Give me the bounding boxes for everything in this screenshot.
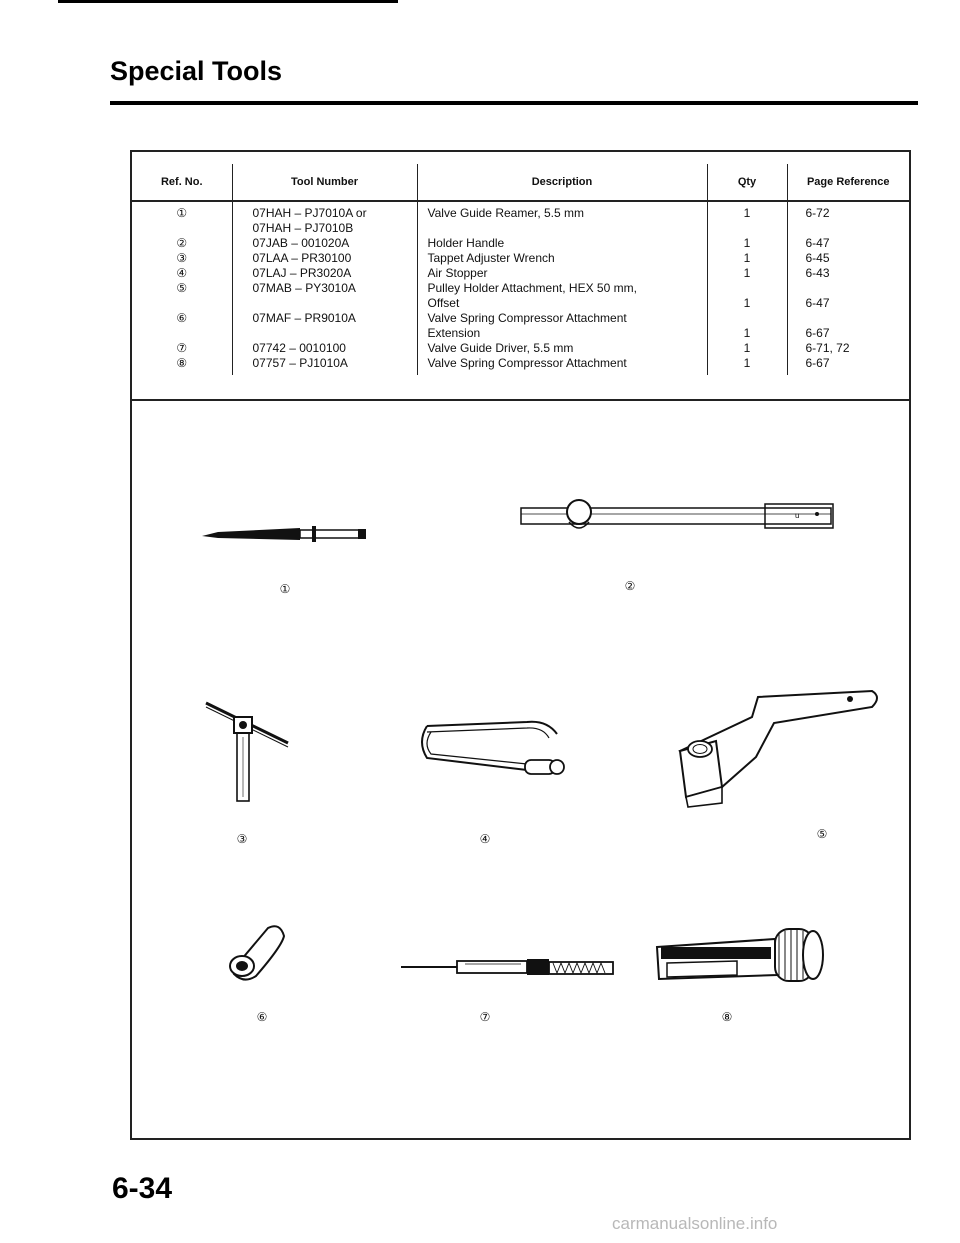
cell-description: Holder Handle xyxy=(417,236,707,251)
cell-qty xyxy=(707,221,787,236)
cell-ref: ⑧ xyxy=(176,356,188,370)
cell-tool-number: 07LAA – PR30100 xyxy=(232,251,417,266)
table-row xyxy=(132,311,909,326)
table-row xyxy=(132,236,909,251)
cell-page-reference: 6-43 xyxy=(787,266,909,281)
cell-description: Valve Spring Compressor Attachment xyxy=(417,311,707,326)
table-row xyxy=(132,251,909,266)
cell-tool-number xyxy=(232,326,417,341)
header-description: Description xyxy=(417,164,707,201)
illustration-label: ② xyxy=(624,579,636,593)
tools-frame xyxy=(130,150,911,1140)
cell-qty: 1 xyxy=(707,341,787,356)
cell-ref: ③ xyxy=(176,251,188,265)
compressor-attachment-icon xyxy=(647,917,832,992)
cell-description: Offset xyxy=(417,296,707,311)
cell-tool-number: 07742 – 0010100 xyxy=(232,341,417,356)
title-rule xyxy=(110,101,918,105)
svg-text:u: u xyxy=(795,511,800,520)
cell-qty: 1 xyxy=(707,201,787,221)
table-row xyxy=(132,296,909,311)
cell-qty: 1 xyxy=(707,236,787,251)
cell-description: Valve Spring Compressor Attachment xyxy=(417,356,707,375)
header-page-reference: Page Reference xyxy=(787,164,909,201)
cell-qty: 1 xyxy=(707,296,787,311)
cell-ref: ⑥ xyxy=(176,311,188,325)
compressor-extension-icon xyxy=(222,922,292,982)
cell-tool-number xyxy=(232,296,417,311)
table-row xyxy=(132,201,909,221)
cell-page-reference: 6-47 xyxy=(787,296,909,311)
cell-tool-number: 07MAF – PR9010A xyxy=(232,311,417,326)
cell-page-reference: 6-45 xyxy=(787,251,909,266)
illustration-label: ⑧ xyxy=(721,1010,733,1024)
cell-ref xyxy=(132,326,232,341)
illustration-label: ① xyxy=(279,582,291,596)
cell-tool-number: 07MAB – PY3010A xyxy=(232,281,417,296)
cell-page-reference xyxy=(787,311,909,326)
cell-description: Tappet Adjuster Wrench xyxy=(417,251,707,266)
cell-ref xyxy=(132,296,232,311)
cell-page-reference: 6-47 xyxy=(787,236,909,251)
illustration-label: ④ xyxy=(479,832,491,846)
watermark-text: carmanualsonline.info xyxy=(612,1214,778,1233)
table-row xyxy=(132,266,909,281)
cell-ref xyxy=(132,221,232,236)
cell-qty: 1 xyxy=(707,326,787,341)
reamer-icon xyxy=(200,520,370,550)
pulley-holder-icon xyxy=(662,687,882,812)
table-header-row xyxy=(132,164,909,201)
cell-description: Valve Guide Driver, 5.5 mm xyxy=(417,341,707,356)
page-title: Special Tools xyxy=(110,56,283,86)
tappet-wrench-icon xyxy=(202,697,292,807)
table-row xyxy=(132,221,909,236)
cell-qty: 1 xyxy=(707,356,787,375)
cell-page-reference xyxy=(787,281,909,296)
cell-qty xyxy=(707,281,787,296)
cell-description: Valve Guide Reamer, 5.5 mm xyxy=(417,201,707,221)
cell-tool-number: 07HAH – PJ7010A or xyxy=(232,201,417,221)
table-row xyxy=(132,281,909,296)
cell-page-reference: 6-67 xyxy=(787,356,909,375)
table-row xyxy=(132,356,909,375)
page-number: 6-34 xyxy=(112,1172,173,1205)
cell-tool-number: 07JAB – 001020A xyxy=(232,236,417,251)
cell-qty: 1 xyxy=(707,251,787,266)
cell-ref: ② xyxy=(176,236,188,250)
guide-driver-icon xyxy=(397,952,627,982)
table-bottom-rule xyxy=(132,399,909,401)
cell-page-reference: 6-72 xyxy=(787,201,909,221)
cell-ref: ⑤ xyxy=(176,281,188,295)
cell-page-reference xyxy=(787,221,909,236)
illustration-label: ⑦ xyxy=(479,1010,491,1024)
holder-handle-icon xyxy=(519,494,839,540)
header-ref-no: Ref. No. xyxy=(132,164,232,201)
cell-description: Air Stopper xyxy=(417,266,707,281)
top-rule xyxy=(58,0,398,3)
cell-description xyxy=(417,221,707,236)
cell-tool-number: 07LAJ – PR3020A xyxy=(232,266,417,281)
cell-qty: 1 xyxy=(707,266,787,281)
cell-description: Pulley Holder Attachment, HEX 50 mm, xyxy=(417,281,707,296)
cell-tool-number: 07HAH – PJ7010B xyxy=(232,221,417,236)
table-row xyxy=(132,341,909,356)
cell-page-reference: 6-67 xyxy=(787,326,909,341)
cell-description: Extension xyxy=(417,326,707,341)
special-tools-table xyxy=(132,164,909,375)
cell-ref: ⑦ xyxy=(176,341,188,355)
illustration-label: ③ xyxy=(236,832,248,846)
table-row xyxy=(132,326,909,341)
cell-ref: ④ xyxy=(176,266,188,280)
cell-tool-number: 07757 – PJ1010A xyxy=(232,356,417,375)
cell-qty xyxy=(707,311,787,326)
air-stopper-icon xyxy=(417,712,577,782)
illustration-label: ⑥ xyxy=(256,1010,268,1024)
header-qty: Qty xyxy=(707,164,787,201)
header-tool-number: Tool Number xyxy=(232,164,417,201)
cell-ref: ① xyxy=(176,206,188,220)
cell-page-reference: 6-71, 72 xyxy=(787,341,909,356)
illustration-label: ⑤ xyxy=(816,827,828,841)
